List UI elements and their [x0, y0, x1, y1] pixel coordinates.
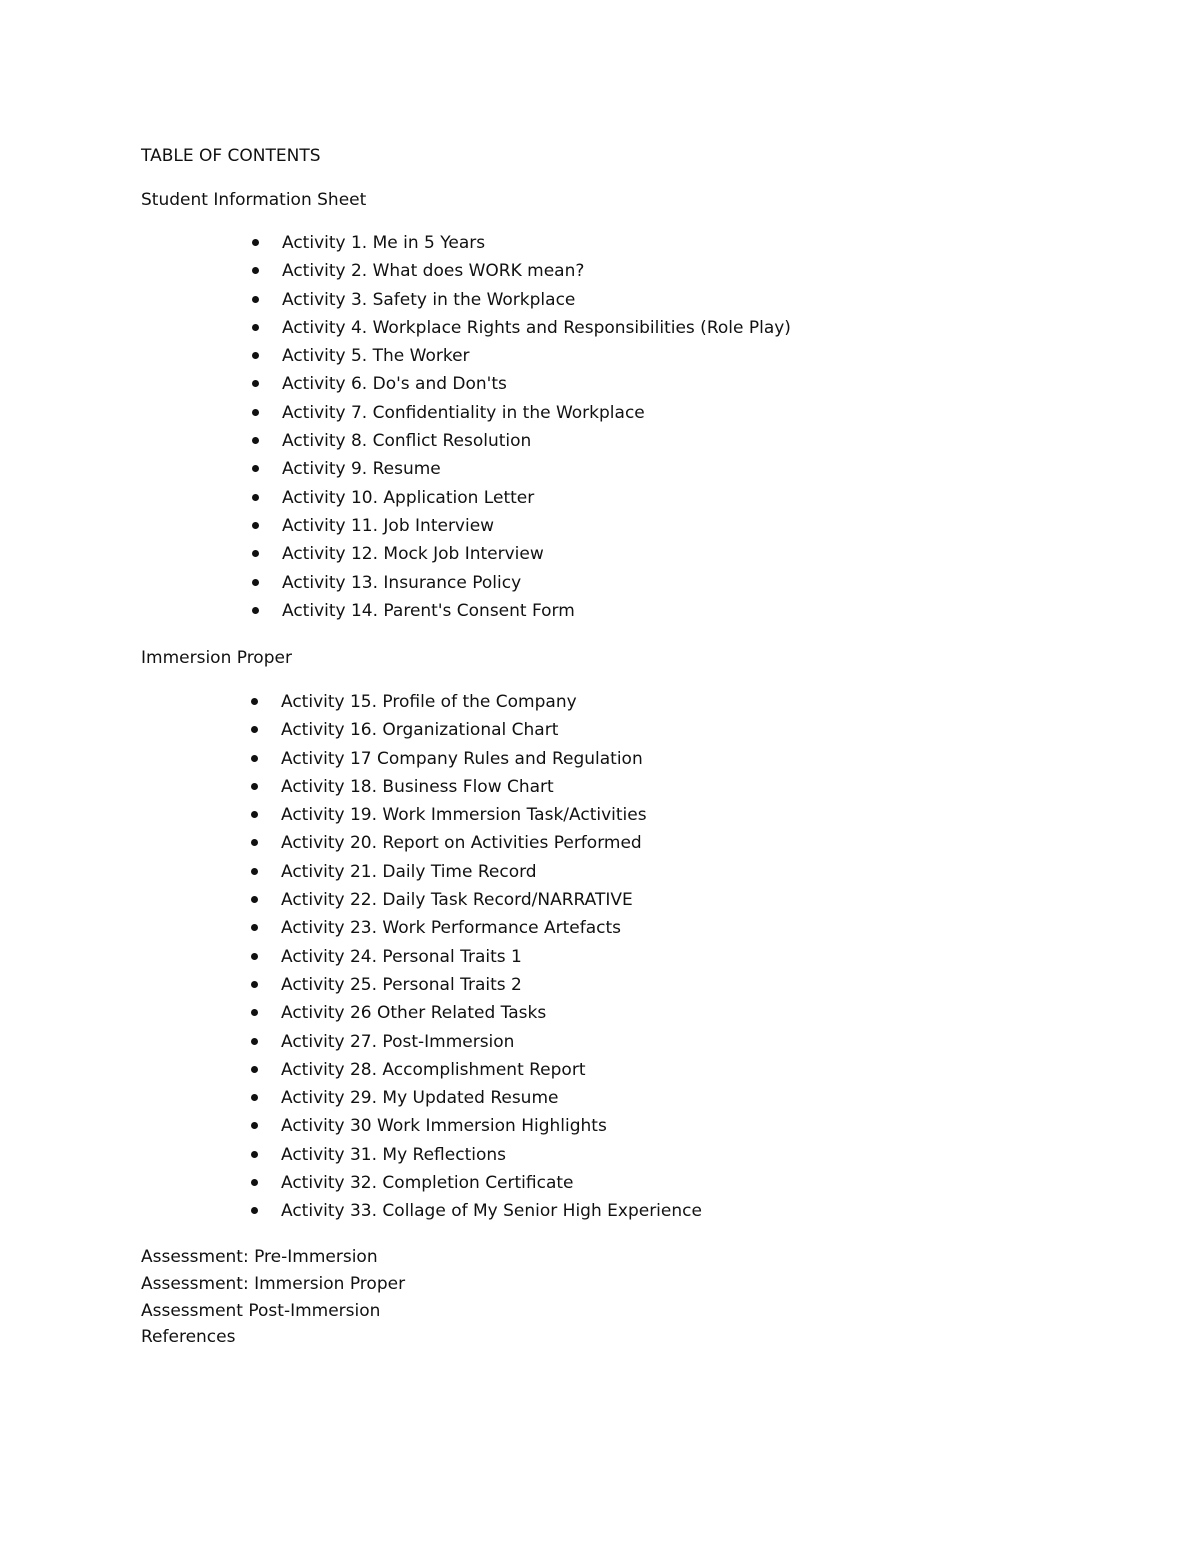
bullet-icon: [252, 522, 259, 529]
list-item: [282, 431, 791, 459]
list-item: [281, 805, 702, 833]
list-item-label: Activity 31. My Reflections: [281, 1144, 506, 1165]
list-item-label: Activity 22. Daily Task Record/NARRATIVE: [281, 890, 633, 911]
list-item-label: Activity 5. The Worker: [282, 346, 470, 367]
list-item: [281, 975, 702, 1003]
list-item-label: Activity 9. Resume: [282, 459, 441, 480]
bullet-icon: [252, 579, 259, 586]
list-item: [281, 1173, 702, 1201]
list-item: [282, 544, 791, 572]
assessment-references-list: [141, 1247, 405, 1354]
bullet-icon: [252, 494, 259, 501]
bullet-icon: [251, 1151, 258, 1158]
list-item-label: Activity 15. Profile of the Company: [281, 692, 577, 712]
references: References: [141, 1327, 236, 1348]
list-item: [281, 833, 702, 861]
list-item: [281, 1116, 702, 1144]
list-item: [281, 749, 702, 777]
list-item-label: Activity 8. Conflict Resolution: [282, 431, 532, 452]
list-item: [281, 1145, 702, 1173]
list-item-label: Activity 16. Organizational Chart: [281, 720, 559, 741]
activity-list-student-information: [282, 233, 791, 629]
bullet-icon: [252, 239, 259, 246]
list-item-label: Activity 19. Work Immersion Task/Activities: [281, 805, 647, 826]
bullet-icon: [251, 1094, 258, 1101]
list-item-label: Activity 33. Collage of My Senior High Experience: [281, 1201, 702, 1222]
list-item-label: Activity 13. Insurance Policy: [282, 572, 522, 593]
bullet-icon: [252, 409, 259, 416]
bullet-icon: [251, 783, 258, 790]
bullet-icon: [252, 437, 259, 444]
bullet-icon: [251, 698, 258, 705]
bullet-icon: [251, 1038, 258, 1045]
bullet-icon: [252, 324, 259, 331]
list-item-label: Activity 3. Safety in the Workplace: [282, 289, 576, 310]
bullet-icon: [252, 352, 259, 359]
list-item: [281, 890, 702, 918]
bullet-icon: [251, 1207, 258, 1214]
list-item: [282, 290, 791, 318]
bullet-icon: [251, 1066, 258, 1073]
list-item: [281, 1060, 702, 1088]
bullet-icon: [251, 868, 258, 875]
list-item-label: Activity 6. Do's and Don'ts: [282, 374, 507, 395]
list-item-label: Activity 21. Daily Time Record: [281, 861, 537, 882]
list-item: [282, 573, 791, 601]
list-item: [281, 862, 702, 890]
list-item-label: Activity 30 Work Immersion Highlights: [281, 1116, 607, 1137]
list-item: [281, 1088, 702, 1116]
list-item-label: Activity 24. Personal Traits 1: [281, 946, 522, 967]
list-item-label: Activity 18. Business Flow Chart: [281, 776, 554, 797]
assessment-immersion-proper: Assessment: Immersion Proper: [141, 1273, 406, 1294]
list-item: [282, 459, 791, 487]
section-heading-student-information: Student Information Sheet: [141, 190, 367, 210]
list-item-label: Activity 1. Me in 5 Years: [282, 233, 486, 253]
bullet-icon: [252, 380, 259, 387]
bullet-icon: [251, 1179, 258, 1186]
list-item: [282, 233, 791, 261]
assessment-post-immersion: Assessment Post-Immersion: [141, 1300, 381, 1321]
bullet-icon: [251, 755, 258, 762]
bullet-icon: [251, 896, 258, 903]
list-item: [282, 403, 791, 431]
list-item-label: Activity 23. Work Performance Artefacts: [281, 918, 622, 939]
bullet-icon: [251, 811, 258, 818]
bullet-icon: [251, 839, 258, 846]
list-item: [282, 488, 791, 516]
list-item: [281, 720, 702, 748]
bullet-icon: [251, 1122, 258, 1129]
list-item: [281, 1201, 702, 1229]
page-title: TABLE OF CONTENTS: [141, 146, 321, 166]
list-item: [282, 374, 791, 402]
activity-list-immersion-proper: [281, 692, 702, 1230]
list-item-label: Activity 32. Completion Certificate: [281, 1173, 574, 1194]
assessment-pre-immersion: Assessment: Pre-Immersion: [141, 1247, 378, 1267]
list-item: [281, 777, 702, 805]
list-item-label: Activity 29. My Updated Resume: [281, 1088, 559, 1109]
list-item: [282, 261, 791, 289]
list-item-label: Activity 7. Confidentiality in the Workplace: [282, 402, 645, 423]
bullet-icon: [251, 726, 258, 733]
list-item: [282, 318, 791, 346]
list-item: [281, 1003, 702, 1031]
list-item-label: Activity 2. What does WORK mean?: [282, 261, 585, 282]
list-item-label: Activity 20. Report on Activities Performed: [281, 833, 642, 854]
list-item-label: Activity 28. Accomplishment Report: [281, 1059, 586, 1080]
list-item-label: Activity 4. Workplace Rights and Responsibilities (Role Play): [282, 317, 791, 338]
list-item-label: Activity 17 Company Rules and Regulation: [281, 748, 643, 769]
bullet-icon: [252, 267, 259, 274]
list-item: [282, 601, 791, 629]
bullet-icon: [251, 981, 258, 988]
bullet-icon: [252, 465, 259, 472]
bullet-icon: [252, 296, 259, 303]
bullet-icon: [251, 924, 258, 931]
list-item: [282, 516, 791, 544]
list-item: [281, 1032, 702, 1060]
list-item-label: Activity 27. Post-Immersion: [281, 1031, 515, 1052]
section-heading-immersion-proper: Immersion Proper: [141, 648, 292, 668]
list-item-label: Activity 10. Application Letter: [282, 487, 535, 508]
bullet-icon: [252, 607, 259, 614]
list-item-label: Activity 26 Other Related Tasks: [281, 1003, 547, 1024]
list-item: [281, 918, 702, 946]
bullet-icon: [251, 1009, 258, 1016]
list-item: [281, 692, 702, 720]
bullet-icon: [252, 550, 259, 557]
list-item: [281, 947, 702, 975]
list-item-label: Activity 25. Personal Traits 2: [281, 974, 522, 995]
list-item-label: Activity 14. Parent's Consent Form: [282, 600, 575, 621]
list-item-label: Activity 12. Mock Job Interview: [282, 544, 544, 565]
bullet-icon: [251, 953, 258, 960]
list-item-label: Activity 11. Job Interview: [282, 515, 495, 536]
list-item: [282, 346, 791, 374]
